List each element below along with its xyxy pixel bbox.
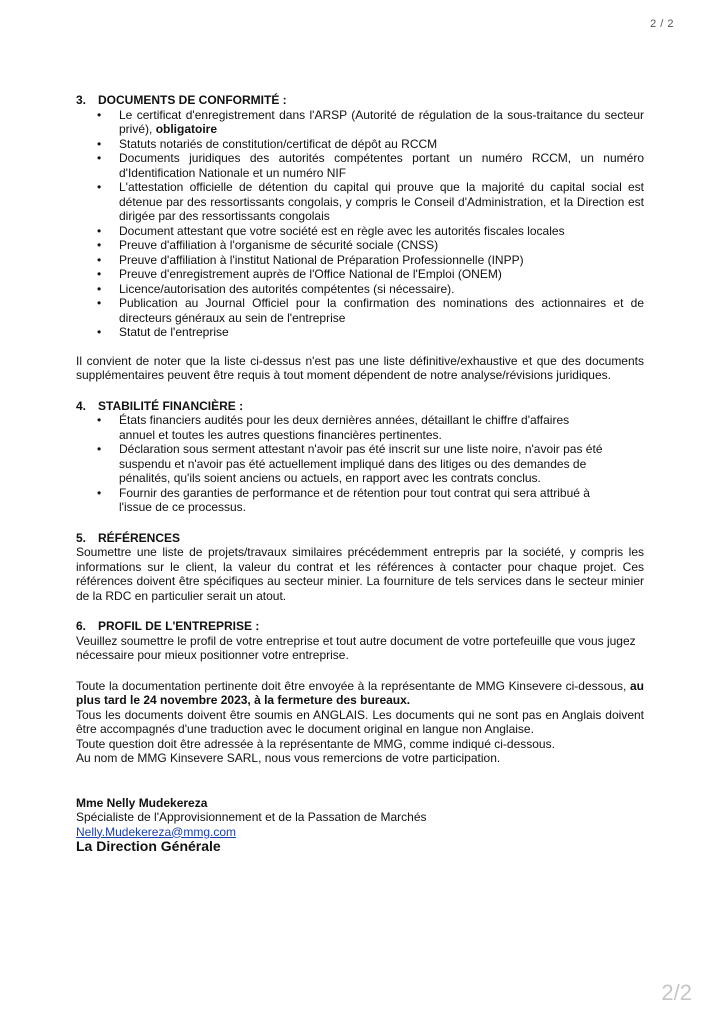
required-label: obligatoire [155, 122, 218, 136]
questions-paragraph: Toute question doit être adressée à la représentante de MMG, comme indiqué ci-dessous. [76, 736, 555, 751]
signatory-name: Mme Nelly Mudekereza [76, 795, 208, 810]
list-item: • Statuts notariés de constitution/certificat de dépôt au RCCM [119, 137, 644, 152]
list-item: • Statut de l'entreprise [119, 325, 644, 340]
section-title: DOCUMENTS DE CONFORMITÉ : [98, 93, 287, 107]
compliance-note: Il convient de noter que la liste ci-dessus n'est pas une liste définitive/exhaustive et que des documents supplémentaires peuvent être requis à tout moment dépendent de notre analyse/révisions juridiques. [76, 353, 644, 382]
list-item: • Preuve d'affiliation à l'organisme de sécurité sociale (CNSS) [119, 238, 644, 253]
list-item: • Document attestant que votre société est en règle avec les autorités fiscales locales [119, 224, 644, 239]
list-item: • Publication au Journal Officiel pour la confirmation des nominations des actionnaires et de directeurs généraux au sein de l'entreprise [119, 296, 644, 325]
references-body: Soumettre une liste de projets/travaux similaires précédemment entrepris par la société, y compris les informations sur le client, la valeur du contrat et les références à contacter pour chaque projet. Ces références doivent être spécifiques au secteur minier. La fourniture de tels services dans le secteur minier de la RDC en particulier serait un atout. [76, 545, 644, 603]
list-item: • Preuve d'enregistrement auprès de l'Office National de l'Emploi (ONEM) [119, 267, 644, 282]
direction-generale: La Direction Générale [76, 838, 221, 854]
list-item-text: Le certificat d'enregistrement dans l'ARSP (Autorité de régulation de la sous-traitance du secteur privé), [119, 107, 644, 136]
section-4-heading [76, 399, 644, 414]
section-title: PROFIL DE L'ENTREPRISE : [98, 619, 260, 633]
section-3-heading [76, 93, 644, 108]
submission-deadline-paragraph [76, 679, 644, 708]
deadline-text: Toute la documentation pertinente doit être envoyée à la représentante de MMG Kinsevere ci-dessous, [76, 678, 627, 693]
section-6-heading [76, 619, 644, 634]
list-item: • Preuve d'affiliation à l'institut National de Préparation Professionnelle (INPP) [119, 253, 644, 268]
section-number: 4. [76, 398, 87, 413]
section-number: 5. [76, 530, 87, 545]
list-item: • Déclaration sous serment attestant n'avoir pas été inscrit sur une liste noire, n'avoir pas été suspendu et n'avoir pas été actuellement impliqué dans des litiges ou des demandes de pénalités, qu'ils soient anciens ou actuels, en rapport avec les contrats conclus. [119, 442, 606, 486]
section-number: 6. [76, 619, 87, 633]
list-item [119, 108, 644, 137]
page-counter-bottom: 2/2 [661, 980, 692, 1005]
document-body [76, 93, 644, 854]
company-profile-body: Veuillez soumettre le profil de votre entreprise et tout autre document de votre portefeuille que vous jugez nécessaire pour mieux positionner votre entreprise. [76, 633, 636, 662]
signatory-email-link[interactable]: Nelly.Mudekereza@mmg.com [76, 824, 237, 839]
list-item: • L'attestation officielle de détention du capital qui prouve que la majorité du capital social est détenue par des ressortissants congolais, y compris le Conseil d'Administration, et la Direction est dirigée par des ressortissants congolais [119, 180, 644, 224]
section-title: RÉFÉRENCES [98, 530, 181, 545]
list-item: • Documents juridiques des autorités compétentes portant un numéro RCCM, un numéro d'Identification Nationale et un numéro NIF [119, 151, 644, 180]
deadline-date: au plus tard le 24 novembre 2023, à la fermeture des bureaux. [76, 678, 644, 707]
signature-block [76, 796, 644, 854]
section-title: STABILITÉ FINANCIÈRE : [98, 398, 244, 413]
list-item: • Fournir des garanties de performance et de rétention pour tout contrat qui sera attribué à l'issue de ce processus. [119, 486, 606, 515]
page-counter-top: 2 / 2 [650, 18, 674, 30]
language-requirement: Tous les documents doivent être soumis en ANGLAIS. Les documents qui ne sont pas en Anglais doivent être accompagnés d'une traduction avec le document original en langue non Anglaise. [76, 707, 644, 736]
section-5-heading [76, 531, 644, 546]
compliance-documents-list [76, 108, 644, 340]
list-item: • États financiers audités pour les deux dernières années, détaillant le chiffre d'affaires annuel et toutes les autres questions financières pertinentes. [119, 413, 606, 442]
thanks-paragraph: Au nom de MMG Kinsevere SARL, nous vous remercions de votre participation. [76, 751, 501, 765]
financial-stability-list [76, 413, 644, 515]
signatory-role: Spécialiste de l'Approvisionnement et de la Passation de Marchés [76, 810, 427, 824]
section-number: 3. [76, 93, 87, 107]
list-item: • Licence/autorisation des autorités compétentes (si nécessaire). [119, 282, 644, 297]
